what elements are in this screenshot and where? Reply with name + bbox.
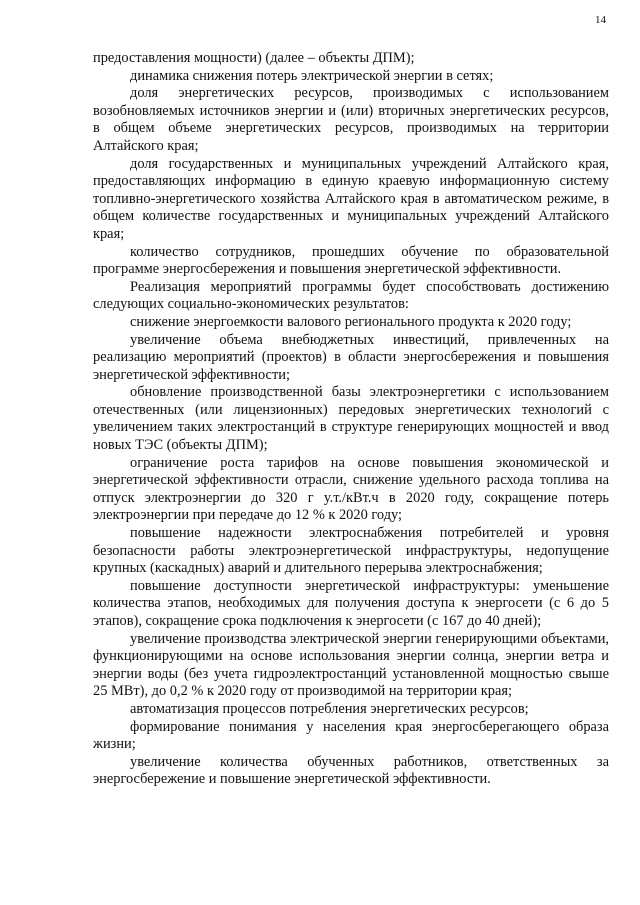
paragraph: формирование понимания у населения края энергосберегающего образа жизни; bbox=[93, 718, 609, 753]
paragraph: снижение энергоемкости валового регионального продукта к 2020 году; bbox=[130, 313, 572, 330]
paragraph: динамика снижения потерь электрической энергии в сетях; bbox=[130, 67, 494, 84]
paragraph: доля энергетических ресурсов, производимых с использованием возобновляемых источников энергии и (или) вторичных энергетических ресурсов, в общем объеме энергетических ресурсов, производимых на территории Алтайского края; bbox=[93, 85, 609, 154]
paragraph: автоматизация процессов потребления энергетических ресурсов; bbox=[130, 700, 529, 717]
paragraph: повышение надежности электроснабжения потребителей и уровня безопасности работы электроэнергетической инфраструктуры, недопущение крупных (каскадных) аварий и длительного перерыва электроснабжения; bbox=[93, 525, 609, 577]
paragraph: количество сотрудников, прошедших обучение по образовательной программе энергосбережения и повышения энергетической эффективности. bbox=[93, 243, 609, 278]
paragraph: повышение доступности энергетической инфраструктуры: уменьшение количества этапов, необходимых для получения доступа к энергосети (с 6 до 5 этапов), сокращение срока подключения к энергосети (с 167 до 40 дней); bbox=[93, 577, 609, 629]
paragraph: увеличение количества обученных работников, ответственных за энергосбережение и повышение энергетической эффективности. bbox=[93, 753, 609, 788]
paragraph: обновление производственной базы электроэнергетики с использованием отечественных (или лицензионных) передовых энергетических технологий с увеличением таких электростанций в структуре генерирующих мощностей и ввод новых ТЭС (объекты ДПМ); bbox=[93, 384, 609, 454]
paragraph: ограничение роста тарифов на основе повышения экономической и энергетической эффективности отрасли, снижение удельного расхода топлива на отпуск электроэнергии до 320 г у.т./кВт.ч в 2020 году, сокращение потерь электроэнергии при передаче до 12 % к 2020 году; bbox=[93, 454, 609, 524]
paragraph: увеличение объема внебюджетных инвестиций, привлеченных на реализацию мероприятий (проектов) в области энергосбережения и повышения энергетической эффективности; bbox=[93, 331, 609, 383]
paragraph: увеличение производства электрической энергии генерирующими объектами, функционирующими на основе использования энергии солнца, энергии ветра и энергии воды (без учета гидроэлектростанций установленной мощностью свыше 25 МВт), до 0,2 % к 2020 году от производимой на территории края; bbox=[93, 630, 609, 700]
paragraph: доля государственных и муниципальных учреждений Алтайского края, предоставляющих информацию в единую краевую информационную систему топливно-энергетического хозяйства Алтайского края в автоматическом режиме, в общем количестве государственных и муниципальных учреждений Алтайского края; bbox=[93, 155, 609, 242]
paragraph: Реализация мероприятий программы будет способствовать достижению следующих социально-экономических результатов: bbox=[93, 278, 609, 313]
document-body bbox=[93, 50, 609, 789]
page-number: 14 bbox=[595, 14, 606, 26]
paragraph: предоставления мощности) (далее – объекты ДПМ); bbox=[93, 50, 415, 66]
